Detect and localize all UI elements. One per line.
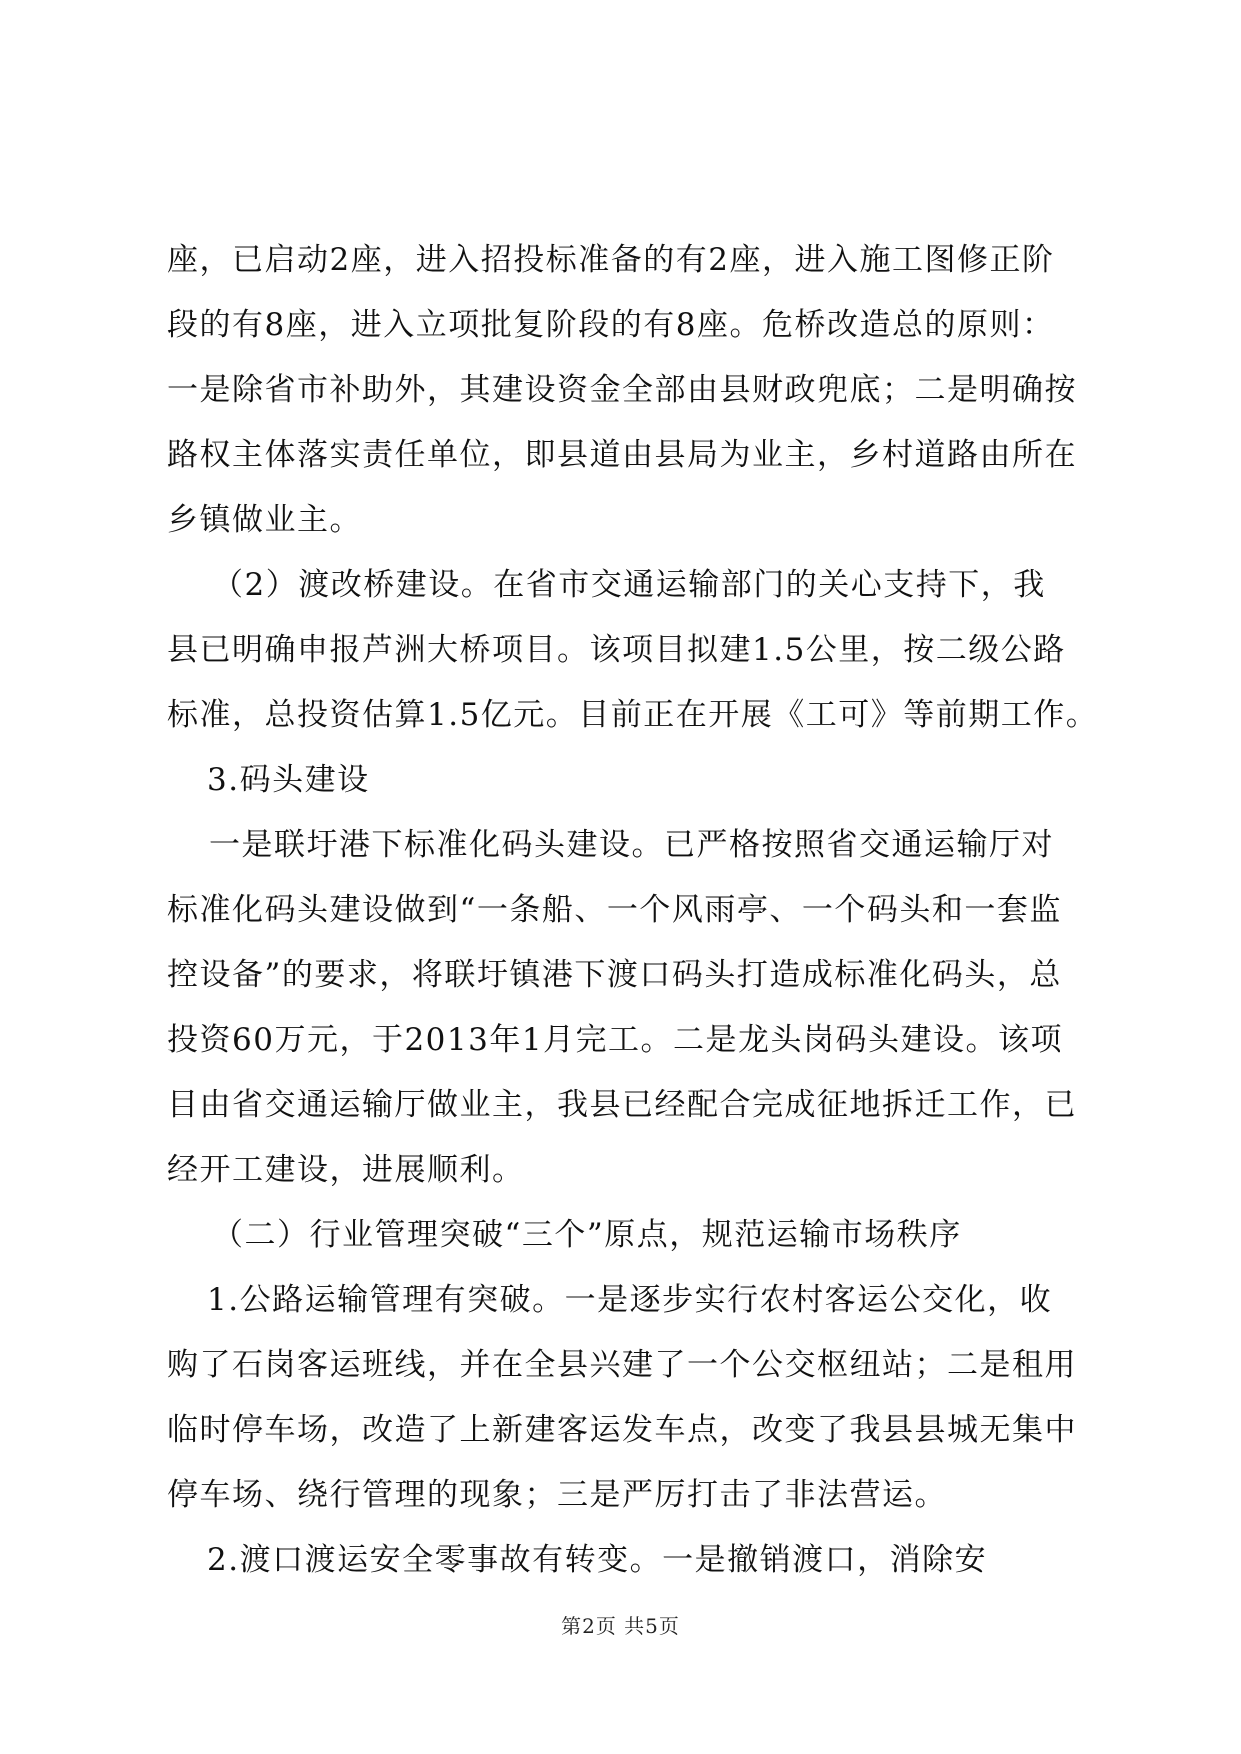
text-line: 座，已启动2座，进入招投标准备的有2座，进入施工图修正阶: [167, 242, 1055, 278]
text-line: 标准，总投资估算1.5亿元。目前正在开展《工可》等前期工作。: [167, 697, 1099, 733]
text-line: 控设备”的要求，将联圩镇港下渡口码头打造成标准化码头，总: [167, 957, 1062, 993]
section-heading: （二）行业管理突破“三个”原点，规范运输市场秩序: [212, 1217, 962, 1253]
text-line: 临时停车场，改造了上新建客运发车点，改变了我县县城无集中: [167, 1412, 1077, 1448]
section-heading: 3.码头建设: [207, 762, 370, 798]
text-line: 标准化码头建设做到“一条船、一个风雨亭、一个码头和一套监: [167, 892, 1062, 928]
text-line: 1.公路运输管理有突破。一是逐步实行农村客运公交化，收: [207, 1282, 1053, 1318]
text-line: 购了石岗客运班线，并在全县兴建了一个公交枢纽站；二是租用: [167, 1347, 1077, 1383]
text-line: 投资60万元，于2013年1月完工。二是龙头岗码头建设。该项: [167, 1022, 1064, 1058]
text-line: 一是除省市补助外，其建设资金全部由县财政兜底；二是明确按: [167, 372, 1077, 408]
text-line: 乡镇做业主。: [167, 502, 362, 538]
text-line: 段的有8座，进入立项批复阶段的有8座。危桥改造总的原则：: [167, 307, 1055, 343]
text-line: 2.渡口渡运安全零事故有转变。一是撤销渡口，消除安: [207, 1542, 988, 1578]
text-line: 县已明确申报芦洲大桥项目。该项目拟建1.5公里，按二级公路: [167, 632, 1066, 668]
page-number-footer: 第2页 共5页: [561, 1614, 680, 1638]
text-line: 目由省交通运输厅做业主，我县已经配合完成征地拆迁工作，已: [167, 1087, 1077, 1123]
text-line: （2）渡改桥建设。在省市交通运输部门的关心支持下，我: [212, 567, 1046, 603]
text-line: 路权主体落实责任单位，即县道由县局为业主，乡村道路由所在: [167, 437, 1077, 473]
text-line: 经开工建设，进展顺利。: [167, 1152, 525, 1188]
text-line: 停车场、绕行管理的现象；三是严厉打击了非法营运。: [167, 1477, 947, 1513]
text-line: 一是联圩港下标准化码头建设。已严格按照省交通运输厅对: [209, 827, 1054, 863]
document-body: [167, 228, 1099, 1593]
